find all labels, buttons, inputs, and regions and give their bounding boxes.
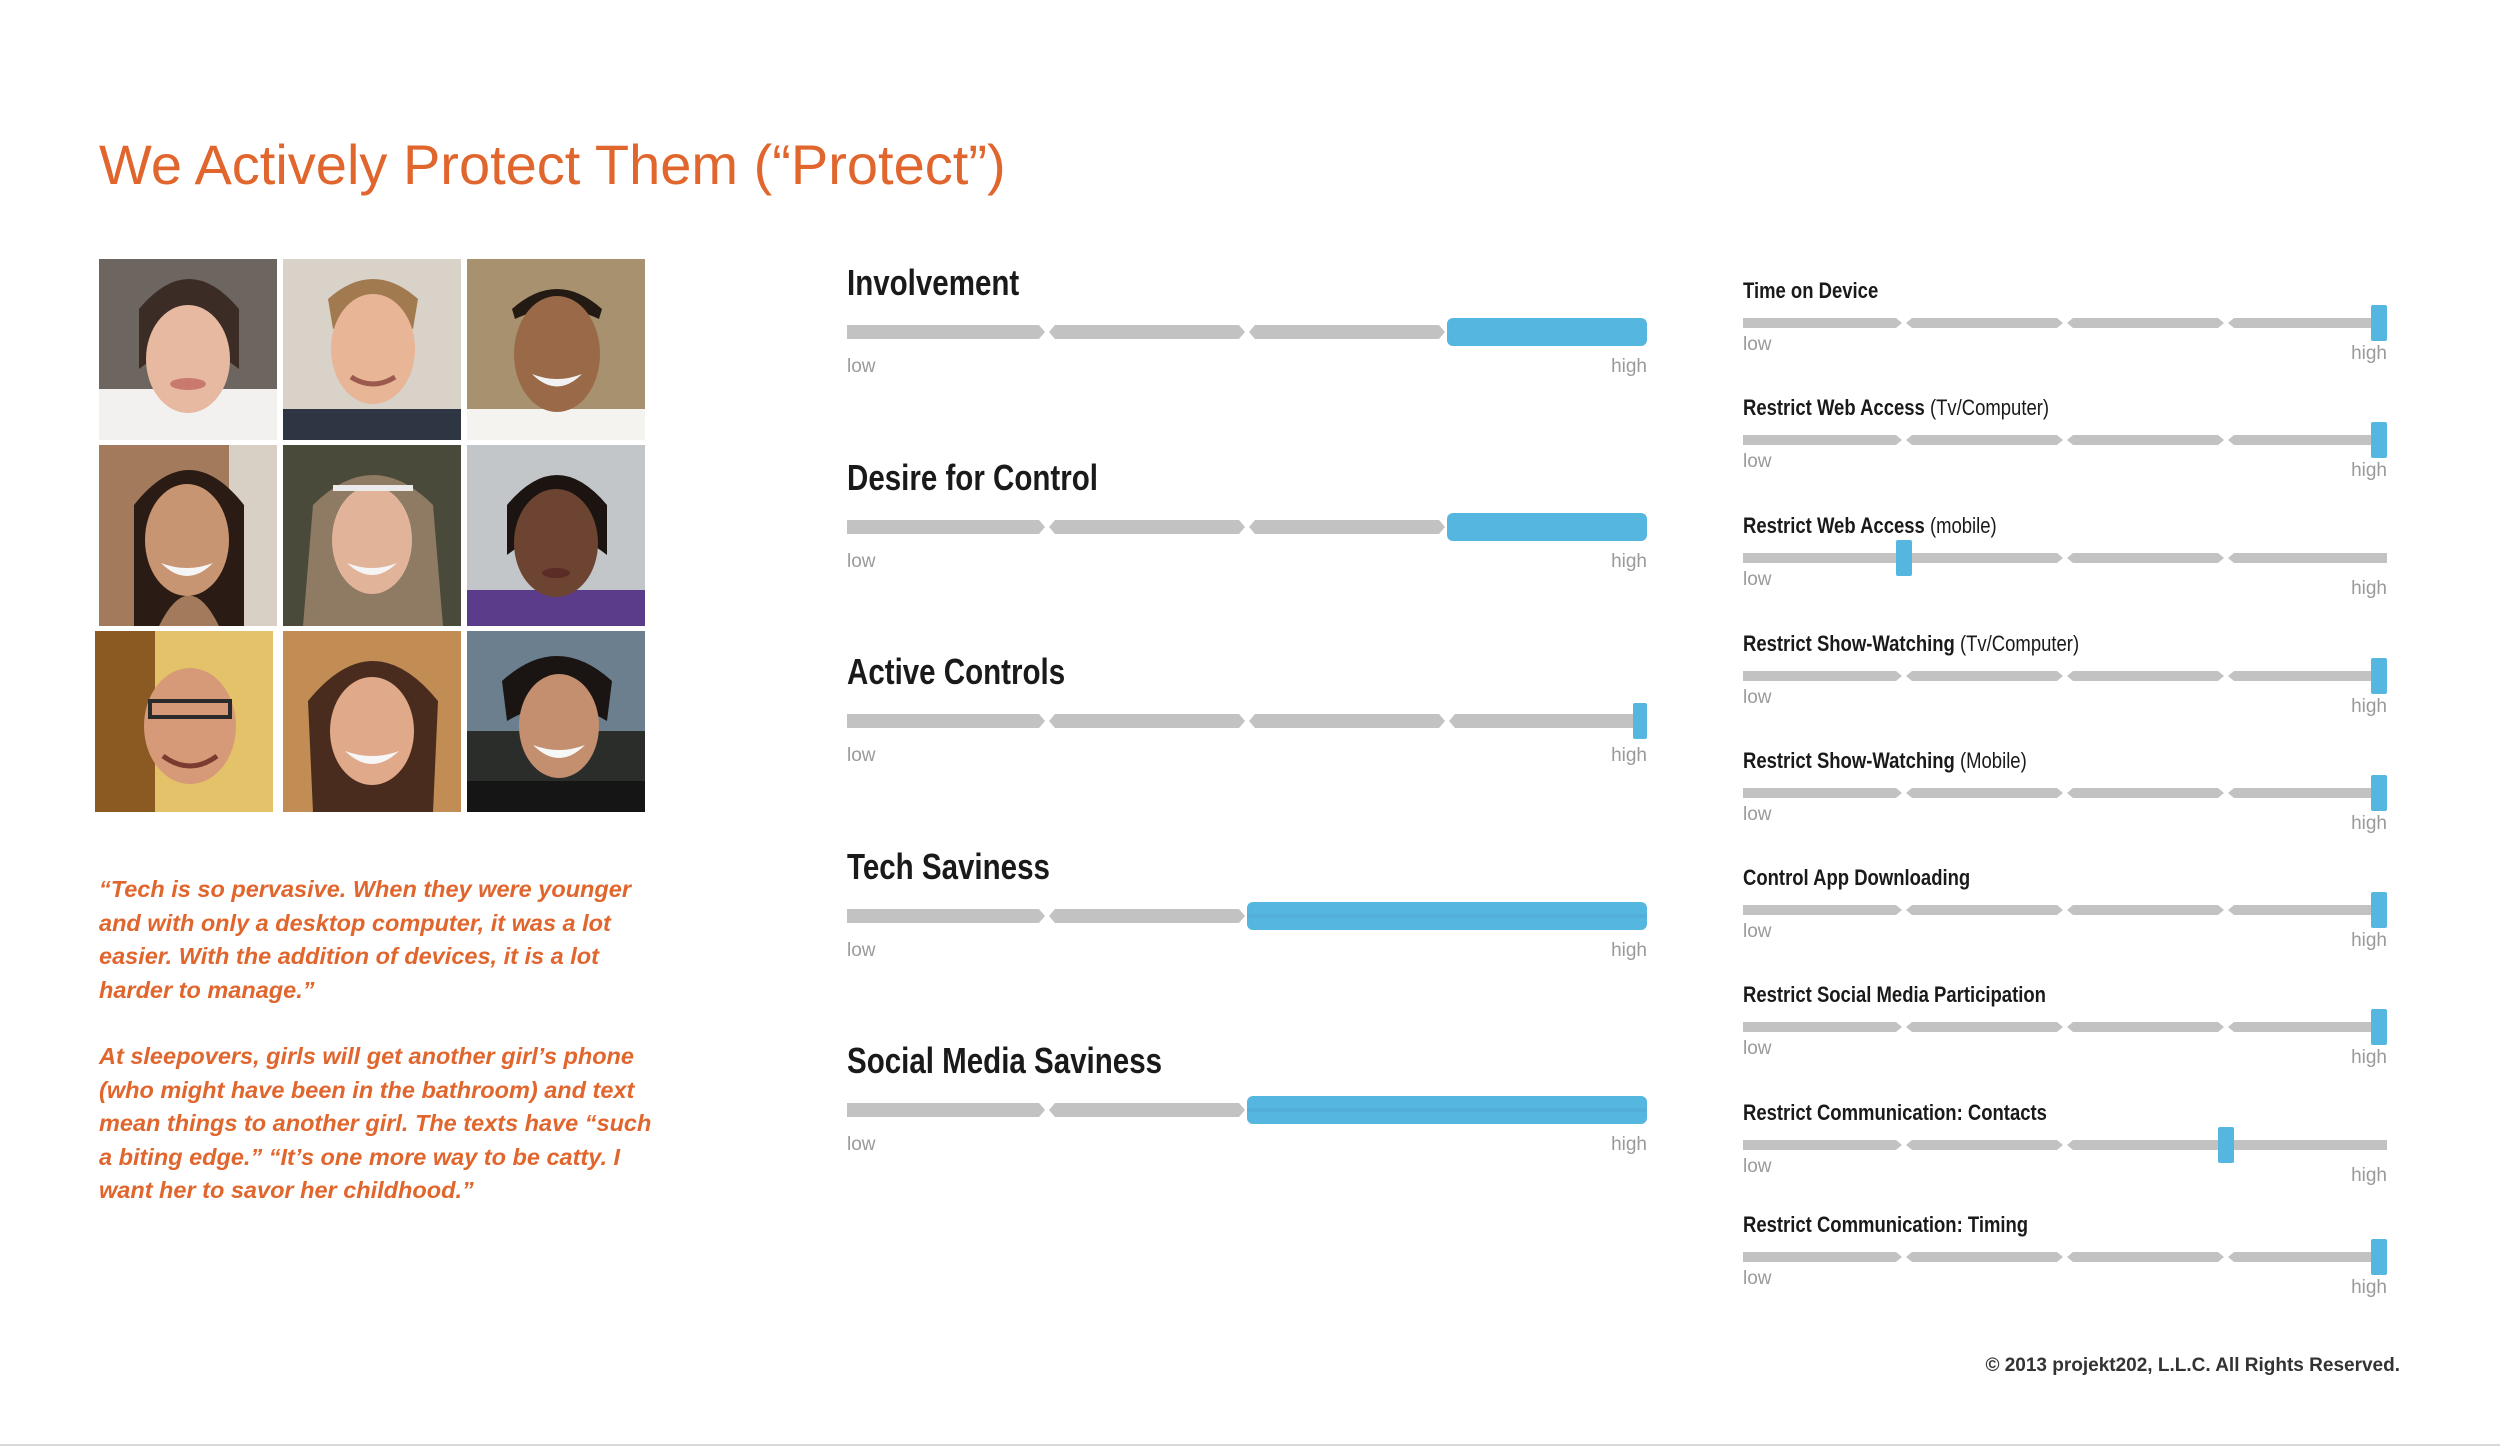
- scale-high-label: high: [2351, 930, 2387, 951]
- slider-segment: [2067, 1022, 2224, 1032]
- scale-high-label: high: [2351, 1165, 2387, 1186]
- slider-track: [847, 701, 1647, 741]
- slider-segment: [1049, 714, 1245, 728]
- slider-handle: [1896, 540, 1912, 576]
- slider-segment: [1743, 1022, 1902, 1032]
- scale-high-label: high: [1611, 1134, 1647, 1155]
- slider-handle: [2371, 1239, 2387, 1275]
- slider-handle: [2371, 305, 2387, 341]
- slider-segment: [1743, 788, 1902, 798]
- scale-high-label: high: [1611, 939, 1647, 961]
- scale-high-label: high: [2351, 696, 2387, 717]
- slider-segment: [1049, 1103, 1245, 1117]
- slider-label: Control App Downloading: [1743, 865, 1971, 890]
- scale-low-label: low: [1743, 921, 1772, 942]
- slider-segment: [1906, 788, 2063, 798]
- slider-track: [847, 1090, 1647, 1130]
- scale-low-label: low: [1743, 1268, 1772, 1289]
- slider-segment: [1249, 520, 1445, 534]
- slider-segment: [2228, 1140, 2387, 1150]
- slider-handle: [1633, 703, 1647, 739]
- slider-segment: [1743, 1140, 1902, 1150]
- slider-segment: [2067, 318, 2224, 328]
- slider-segment: [1249, 714, 1445, 728]
- slider-track: [1743, 773, 2387, 813]
- slider-segment: [1906, 1022, 2063, 1032]
- scale-low-label: low: [1743, 334, 1772, 355]
- persona-photo: [283, 259, 461, 440]
- scale-high-label: high: [2351, 460, 2387, 481]
- slider-segment: [1743, 905, 1902, 915]
- slider-segment: [2228, 553, 2387, 563]
- slider-handle: [2371, 422, 2387, 458]
- slider-segment: [1743, 553, 1902, 563]
- slider-track: [1743, 303, 2387, 343]
- scale-high-label: high: [2351, 813, 2387, 834]
- slider-handle: [2371, 892, 2387, 928]
- slider-segment: [1906, 905, 2063, 915]
- slider-segment: [1906, 1140, 2063, 1150]
- scale-low-label: low: [1743, 1156, 1772, 1177]
- slider-handle: [2218, 1127, 2234, 1163]
- slider-segment: [2067, 553, 2224, 563]
- slider-segment: [1743, 1252, 1902, 1262]
- slider-segment: [2228, 788, 2387, 798]
- quote-text: “Tech is so pervasive. When they were younger and with only a desktop computer, it was a lot easier. With the addition of devices, it is a lot harder to manage.”: [99, 876, 631, 1003]
- slider-label: Social Media Saviness: [847, 1040, 1163, 1081]
- slider-segment: [1906, 553, 2063, 563]
- slider-label: Restrict Web Access (mobile): [1743, 513, 1997, 538]
- slider-segment: [847, 909, 1045, 923]
- scale-high-label: high: [1611, 550, 1647, 572]
- slider-segment: [1049, 520, 1245, 534]
- slider-label: Restrict Web Access (Tv/Computer): [1743, 395, 2050, 420]
- slider-track: [1743, 420, 2387, 460]
- slider-segment: [2067, 1252, 2224, 1262]
- slider-track: [847, 312, 1647, 352]
- slider-segment: [1906, 318, 2063, 328]
- slider-track: [847, 507, 1647, 547]
- scale-low-label: low: [847, 356, 876, 377]
- quote-text: At sleepovers, girls will get another girl’s phone (who might have been in the bathroom) and text mean things to another girl. The texts have “such a biting edge.” “It’s one more way to be catty. I want her to savor her childhood.”: [99, 1043, 652, 1204]
- slider-segment: [847, 714, 1045, 728]
- persona-photo: [283, 445, 461, 626]
- scale-high-label: high: [2351, 1047, 2387, 1068]
- slider-segment: [1049, 325, 1245, 339]
- slider-label: Restrict Communication: Contacts: [1743, 1100, 2047, 1125]
- persona-photo: [467, 445, 645, 626]
- slider-track: [1743, 1007, 2387, 1047]
- slider-segment: [1906, 435, 2063, 445]
- slider-segment: [847, 325, 1045, 339]
- scale-high-label: high: [1611, 745, 1647, 766]
- slider-segment: [2067, 671, 2224, 681]
- slider-segment: [2228, 671, 2387, 681]
- persona-photo: [283, 631, 461, 812]
- slider-segment: [2067, 435, 2224, 445]
- slider-label: Restrict Show-Watching (Tv/Computer): [1743, 631, 2080, 656]
- scale-low-label: low: [1743, 451, 1772, 472]
- scale-high-label: high: [1611, 356, 1647, 377]
- slider-label: Time on Device: [1743, 278, 1879, 303]
- slider-segment: [1743, 671, 1902, 681]
- scale-high-label: high: [2351, 343, 2387, 364]
- scale-low-label: low: [1743, 569, 1772, 590]
- slider-segment: [1906, 671, 2063, 681]
- persona-photo-grid: [95, 257, 645, 815]
- slider-segment: [2067, 1140, 2224, 1150]
- slider-track: [1743, 1237, 2387, 1277]
- scale-low-label: low: [1743, 687, 1772, 708]
- slider-segment: [2228, 905, 2387, 915]
- slider-track: [1743, 538, 2387, 578]
- page-title: We Actively Protect Them (“Protect”): [99, 133, 1006, 196]
- slider-segment: [1743, 318, 1902, 328]
- slider-fill: [1447, 513, 1647, 541]
- slider-segment: [2228, 1022, 2387, 1032]
- slider-segment: [1449, 714, 1647, 728]
- slider-segment: [1743, 435, 1902, 445]
- persona-photo: [467, 259, 645, 440]
- slider-track: [1743, 890, 2387, 930]
- slider-segment: [1906, 1252, 2063, 1262]
- slider-label: Desire for Control: [847, 456, 1098, 498]
- slider-label: Restrict Show-Watching (Mobile): [1743, 748, 2027, 773]
- slider-label: Restrict Social Media Participation: [1743, 982, 2046, 1007]
- slider-segment: [2067, 788, 2224, 798]
- slider-segment: [1249, 325, 1445, 339]
- slider-label: Restrict Communication: Timing: [1743, 1212, 2029, 1237]
- slider-segment: [2228, 435, 2387, 445]
- scale-low-label: low: [847, 550, 876, 572]
- slider-handle: [2371, 775, 2387, 811]
- persona-photo: [95, 631, 273, 812]
- slider-segment: [1049, 909, 1245, 923]
- scale-high-label: high: [2351, 578, 2387, 599]
- slider-segment: [2228, 1252, 2387, 1262]
- scale-high-label: high: [2351, 1277, 2387, 1298]
- slider-segment: [847, 1103, 1045, 1117]
- copyright-footer: © 2013 projekt202, L.L.C. All Rights Reserved.: [1985, 1355, 2400, 1376]
- persona-photo: [99, 445, 277, 626]
- slider-handle: [2371, 1009, 2387, 1045]
- slider-track: [1743, 656, 2387, 696]
- slider-segment: [2228, 318, 2387, 328]
- slider-track: [1743, 1125, 2387, 1165]
- scale-low-label: low: [847, 939, 876, 961]
- slider-track: [847, 896, 1647, 936]
- slider-segment: [847, 520, 1045, 534]
- slider-handle: [2371, 658, 2387, 694]
- slider-fill: [1447, 318, 1647, 346]
- scale-low-label: low: [1743, 1038, 1772, 1059]
- slider-label: Tech Saviness: [847, 845, 1050, 887]
- scale-low-label: low: [847, 745, 876, 766]
- scale-low-label: low: [847, 1134, 876, 1155]
- slider-segment: [2067, 905, 2224, 915]
- slider-label: Involvement: [847, 262, 1020, 303]
- scale-low-label: low: [1743, 804, 1772, 825]
- persona-photo: [99, 259, 277, 440]
- slider-label: Active Controls: [847, 651, 1066, 692]
- persona-photo: [467, 631, 645, 812]
